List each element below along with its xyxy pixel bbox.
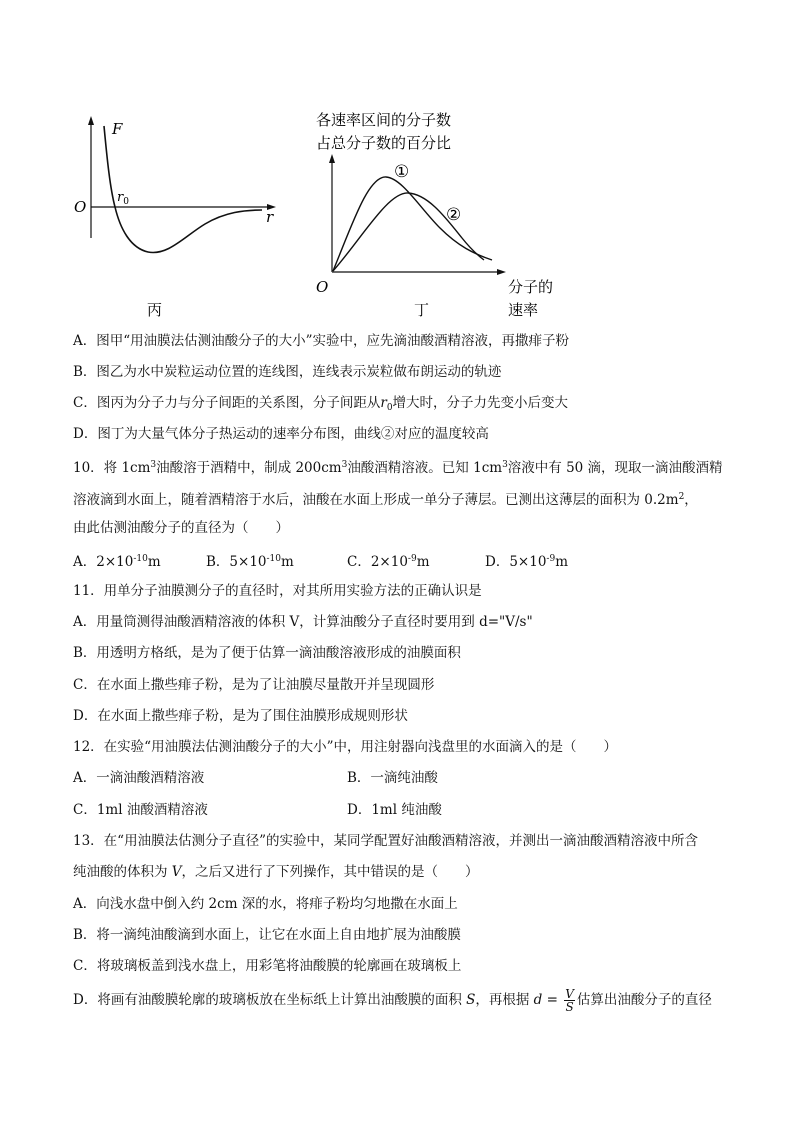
q10-c-unit: m: [416, 554, 430, 570]
q13-formula-lhs: d: [533, 992, 543, 1008]
q10-l1-c: 油酸酒精溶液。已知 1cm: [347, 460, 503, 476]
q10-l1-sup3: 3: [502, 460, 508, 470]
q12-stem: 12．在实验“用油膜法估测油酸分子的大小”中，用注射器向浅盘里的水面滴入的是（ ）: [73, 739, 617, 755]
ding-curve-1: [333, 177, 492, 271]
q13-d-b: ，再根据: [475, 992, 534, 1008]
q12-option-c: C．1ml 油酸酒精溶液: [73, 802, 208, 818]
ding-origin-label: O: [316, 278, 329, 296]
q11-stem: 11．用单分子油膜测分子的直径时，对其所用实验方法的正确认识是: [73, 583, 482, 599]
figures-area: [0, 100, 794, 330]
q11-option-c: C．在水面上撒些痱子粉，是为了让油膜尽量散开并呈现圆形: [73, 677, 435, 693]
q12-option-a: A．一滴油酸酒精溶液: [73, 770, 205, 786]
ding-xlabel-line1: 分子的: [508, 278, 554, 296]
q12-option-b: B．一滴纯油酸: [347, 770, 438, 786]
q13-formula-fraction: [564, 988, 575, 1013]
q11-option-d: D．在水面上撒些痱子粉，是为了围住油膜形成规则形状: [73, 708, 408, 724]
bing-origin-label: O: [74, 198, 87, 216]
bing-axis-f-label: F: [112, 120, 123, 138]
ding-ylabel-line1: 各速率区间的分子数: [316, 111, 452, 129]
q10-l2-b: ，: [684, 492, 698, 508]
q9-c-post: 增大时，分子力先变小后变大: [392, 395, 569, 411]
q9-option-d: D．图丁为大量气体分子热运动的速率分布图，曲线②对应的温度较高: [73, 426, 489, 442]
q13-option-b: B．将一滴纯油酸滴到水面上，让它在水面上自由地扩展为油酸膜: [73, 927, 461, 943]
q9-option-b: B．图乙为水中炭粒运动位置的连线图，连线表示炭粒做布朗运动的轨迹: [73, 364, 502, 380]
q10-l1-sup1: 3: [150, 460, 157, 470]
q13-option-c: C．将玻璃板盖到浅水盘上，用彩笔将油酸膜的轮廓画在玻璃板上: [73, 958, 462, 974]
q10-b-base: B．5×10: [206, 554, 267, 570]
bing-y-arrow: [88, 116, 94, 125]
q13-l2-b: ，之后又进行了下列操作，其中错误的是（ ）: [181, 864, 479, 880]
q13-stem-line2: [73, 863, 479, 881]
q10-l2-sup: 2: [678, 492, 685, 502]
q10-stem-line1: [73, 456, 723, 477]
q13-formula-eq: =: [542, 992, 563, 1008]
bing-r0-main: r: [117, 190, 124, 205]
q10-d-unit: m: [555, 554, 568, 570]
bing-r0-label: [117, 190, 129, 207]
q10-b-exp: -10: [266, 554, 281, 564]
q10-option-d: [485, 550, 568, 571]
q13-stem-line1: 13．在“用油膜法估测分子直径”的实验中，某同学配置好油酸酒精溶液，并测出一滴油酸酒精溶液中所含: [73, 833, 698, 849]
q9-c-r: r: [380, 395, 387, 411]
q13-option-a: A．向浅水盘中倒入约 2cm 深的水，将痱子粉均匀地撒在水面上: [73, 896, 458, 912]
q10-l1-d: 溶液中有 50 滴，现取一滴油酸酒精: [507, 460, 723, 476]
figure-ding: [316, 111, 553, 319]
q10-d-base: D．5×10: [485, 554, 547, 570]
q10-option-a: [73, 550, 161, 571]
q13-formula-den: S: [565, 1000, 574, 1014]
q10-d-exp: -9: [546, 554, 556, 564]
ding-curve1-label: ①: [394, 162, 410, 182]
ding-x-arrow: [497, 269, 506, 275]
q10-option-b: [206, 550, 294, 571]
q10-b-unit: m: [281, 554, 294, 570]
q10-a-exp: -10: [133, 554, 148, 564]
q10-l1-sup2: 3: [341, 460, 348, 470]
q10-a-unit: m: [147, 554, 161, 570]
ding-curve2-label: ②: [446, 205, 462, 225]
q10-c-base: C．2×10: [347, 554, 408, 570]
ding-ylabel-line2: 占总分子数的百分比: [316, 134, 452, 152]
q10-l2-a: 溶液滴到水面上，随着酒精溶于水后，油酸在水面上形成一单分子薄层。已测出这薄层的面积为 0.2m: [73, 492, 679, 508]
q13-d-a: D．将画有油酸膜轮廓的玻璃板放在坐标纸上计算出油酸膜的面积: [73, 992, 467, 1008]
q10-a-base: A．2×10: [73, 554, 134, 570]
bing-force-curve: [104, 126, 262, 253]
q11-option-a: A．用量筒测得油酸酒精溶液的体积 V，计算油酸分子直径时要用到 d="V/s": [73, 614, 533, 630]
q13-l2-a: 纯油酸的体积为: [73, 864, 172, 880]
q10-c-exp: -9: [407, 554, 417, 564]
q13-option-d: [73, 986, 712, 1014]
bing-caption: 丙: [147, 301, 163, 319]
q13-formula-num: V: [565, 987, 574, 1001]
q10-l1-b: 油酸溶于酒精中，制成 200cm: [156, 460, 342, 476]
ding-xlabel-line2: 速率: [508, 301, 539, 319]
bing-axis-r-label: r: [266, 208, 274, 226]
figure-bing: [74, 116, 276, 319]
q9-option-c: [73, 394, 568, 417]
q10-stem-line2: [73, 488, 698, 509]
ding-caption: 丁: [414, 301, 430, 319]
q10-stem-line3: 由此估测油酸分子的直径为（ ）: [73, 520, 289, 536]
q13-d-s: S: [466, 992, 476, 1008]
q10-option-c: [347, 550, 430, 571]
q9-c-pre: C．图丙为分子力与分子间距的关系图，分子间距从: [73, 395, 381, 411]
q9-option-a: A．图甲“用油膜法估测油酸分子的大小”实验中，应先滴油酸酒精溶液，再撒痱子粉: [73, 333, 570, 349]
q13-d-c: 估算出油酸分子的直径: [576, 992, 712, 1008]
q11-option-b: B．用透明方格纸，是为了便于估算一滴油酸溶液形成的油膜面积: [73, 645, 461, 661]
ding-curve-2: [333, 193, 484, 271]
q12-option-d: D．1ml 纯油酸: [347, 802, 442, 818]
q13-l2-v: V: [171, 864, 182, 880]
q9-c-r-sub: 0: [386, 403, 393, 413]
bing-r0-sub: 0: [123, 197, 129, 207]
q10-l1-a: 10．将 1cm: [73, 460, 151, 476]
ding-y-arrow: [329, 154, 335, 163]
